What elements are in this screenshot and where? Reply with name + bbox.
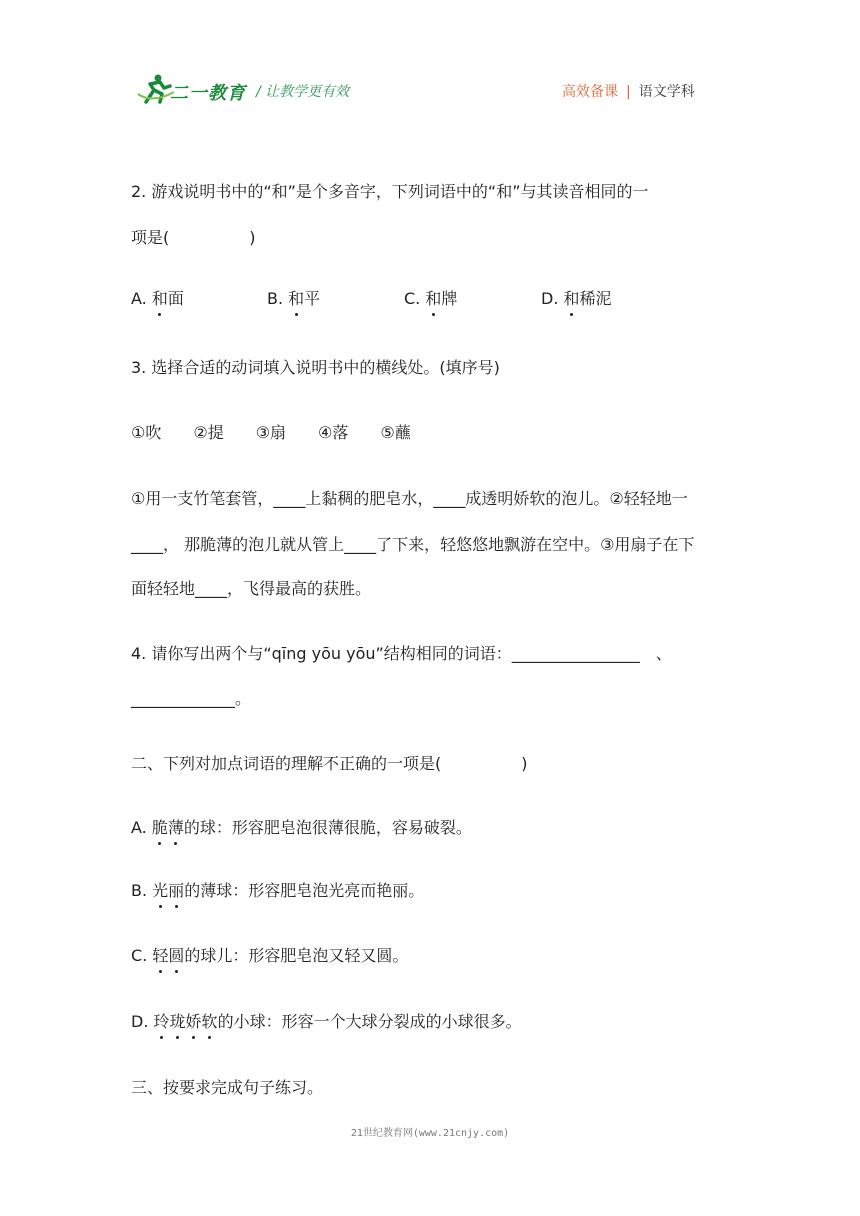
section2-option-c: C. 轻圆的球儿：形容肥皂泡又轻又圆。 bbox=[131, 946, 409, 965]
dotted-char: 圆 bbox=[168, 946, 185, 965]
dotted-char: 和 bbox=[425, 289, 442, 308]
header-label-prep: 高效备课 bbox=[562, 84, 618, 100]
dotted-char: 薄 bbox=[167, 818, 184, 837]
q2-option-b: B. 和平 bbox=[267, 289, 321, 308]
dotted-char: 和 bbox=[563, 289, 580, 308]
dotted-char: 光 bbox=[152, 881, 169, 900]
section3-title: 三、按要求完成句子练习。 bbox=[131, 1078, 324, 1097]
q2-options bbox=[131, 288, 184, 310]
dotted-word bbox=[152, 881, 184, 900]
header-subject bbox=[562, 81, 695, 101]
q3-choices: ①吹 ②提 ③扇 ④落 ⑤蘸 bbox=[131, 423, 411, 442]
dotted-char: 脆 bbox=[151, 818, 168, 837]
dotted-char: 软 bbox=[201, 1012, 218, 1031]
q2-stem-line2: 项是( ) bbox=[131, 228, 256, 247]
section2-option-d: D. 玲珑娇软的小球：形容一个大球分裂成的小球很多。 bbox=[131, 1012, 522, 1031]
header-separator: | bbox=[626, 84, 631, 100]
q3-passage-line3: 面轻轻地____，飞得最高的获胜。 bbox=[131, 579, 372, 598]
q2-stem-line1: 2. 游戏说明书中的“和”是个多音字，下列词语中的“和”与其读音相同的一 bbox=[131, 182, 649, 201]
page-header bbox=[0, 0, 860, 130]
dotted-word bbox=[154, 1012, 218, 1031]
dotted-char: 和 bbox=[151, 289, 168, 308]
q3-passage-line1: ①用一支竹笔套管，____上黏稠的肥皂水，____成透明娇软的泡儿。②轻轻地一 bbox=[131, 489, 688, 508]
q3-passage-line2: ____， 那脆薄的泡儿就从管上____了下来，轻悠悠地飘游在空中。③用扇子在下 bbox=[131, 535, 695, 554]
dotted-char: 轻 bbox=[152, 946, 169, 965]
section2-option-b: B. 光丽的薄球：形容肥皂泡光亮而艳丽。 bbox=[131, 881, 425, 900]
page-footer: 21世纪教育网(www.21cnjy.com) bbox=[350, 1128, 510, 1139]
dotted-char: 珑 bbox=[169, 1012, 186, 1031]
q4-line1: 4. 请你写出两个与“qīng yōu yōu”结构相同的词语：________________ 、 bbox=[131, 644, 672, 663]
q4-line2: _____________。 bbox=[131, 689, 252, 708]
q2-option-c: C. 和牌 bbox=[404, 289, 458, 308]
dotted-char: 和 bbox=[288, 289, 305, 308]
dotted-char: 娇 bbox=[185, 1012, 202, 1031]
slogan: / 让教学更有效 bbox=[256, 84, 350, 100]
section2-option-a: A. 脆薄的球：形容肥皂泡很薄很脆，容易破裂。 bbox=[131, 818, 472, 837]
logo-text: 二一教育 bbox=[170, 83, 246, 104]
header-label-subject: 语文学科 bbox=[638, 84, 695, 100]
dotted-char: 玲 bbox=[153, 1012, 170, 1031]
dotted-word bbox=[152, 818, 184, 837]
section2-title: 二、下列对加点词语的理解不正确的一项是( ) bbox=[131, 754, 528, 773]
q2-option-a: A. 和面 bbox=[131, 289, 184, 308]
dotted-word bbox=[152, 946, 184, 965]
q3-title: 3. 选择合适的动词填入说明书中的横线处。(填序号) bbox=[131, 358, 500, 377]
dotted-char: 丽 bbox=[168, 881, 185, 900]
q2-option-d: D. 和稀泥 bbox=[541, 289, 612, 308]
